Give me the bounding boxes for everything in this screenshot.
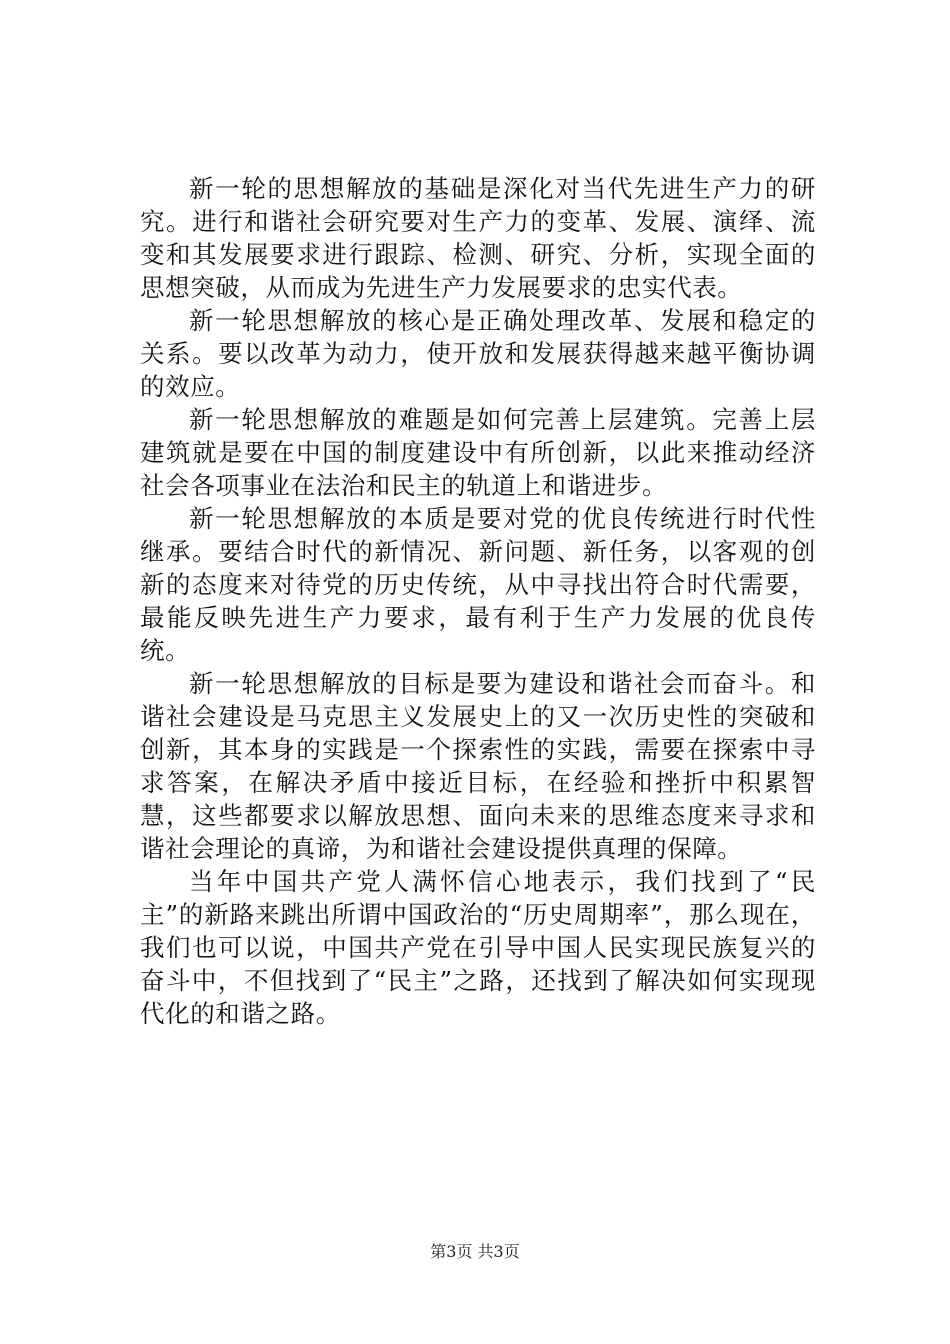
page-number-footer: 第3页 共3页 [430,1242,520,1261]
paragraph-basis: 新一轮的思想解放的基础是深化对当代先进生产力的研究。进行和谐社会研究要对生产力的变革、发展、演绎、流变和其发展要求进行跟踪、检测、研究、分析，实现全面的思想突破，从而成为先进生产力发展要求的忠实代表。 [140,174,816,302]
paragraph-essence: 新一轮思想解放的本质是要对党的优良传统进行时代性继承。要结合时代的新情况、新问题、新任务，以客观的创新的态度来对待党的历史传统，从中寻找出符合时代需要，最能反映先进生产力要求，最有利于生产力发展的优良传统。 [140,504,816,665]
paragraph-difficulty: 新一轮思想解放的难题是如何完善上层建筑。完善上层建筑就是要在中国的制度建设中有所创新，以此来推动经济社会各项事业在法治和民主的轨道上和谐进步。 [140,405,816,500]
document-body [140,172,816,1030]
paragraph-goal: 新一轮思想解放的目标是要为建设和谐社会而奋斗。和谐社会建设是马克思主义发展史上的又一次历史性的突破和创新，其本身的实践是一个探索性的实践，需要在探索中寻求答案，在解决矛盾中接近目标，在经验和挫折中积累智慧，这些都要求以解放思想、面向未来的思维态度来寻求和谐社会理论的真谛，为和谐社会建设提供真理的保障。 [140,669,816,863]
paragraph-conclusion: 当年中国共产党人满怀信心地表示，我们找到了“民主”的新路来跳出所谓中国政治的“历史周期率”，那么现在，我们也可以说，中国共产党在引导中国人民实现民族复兴的奋斗中，不但找到了“民主”之路，还找到了解决如何实现现代化的和谐之路。 [140,867,816,1028]
paragraph-core: 新一轮思想解放的核心是正确处理改革、发展和稳定的关系。要以改革为动力，使开放和发展获得越来越平衡协调的效应。 [140,306,816,401]
